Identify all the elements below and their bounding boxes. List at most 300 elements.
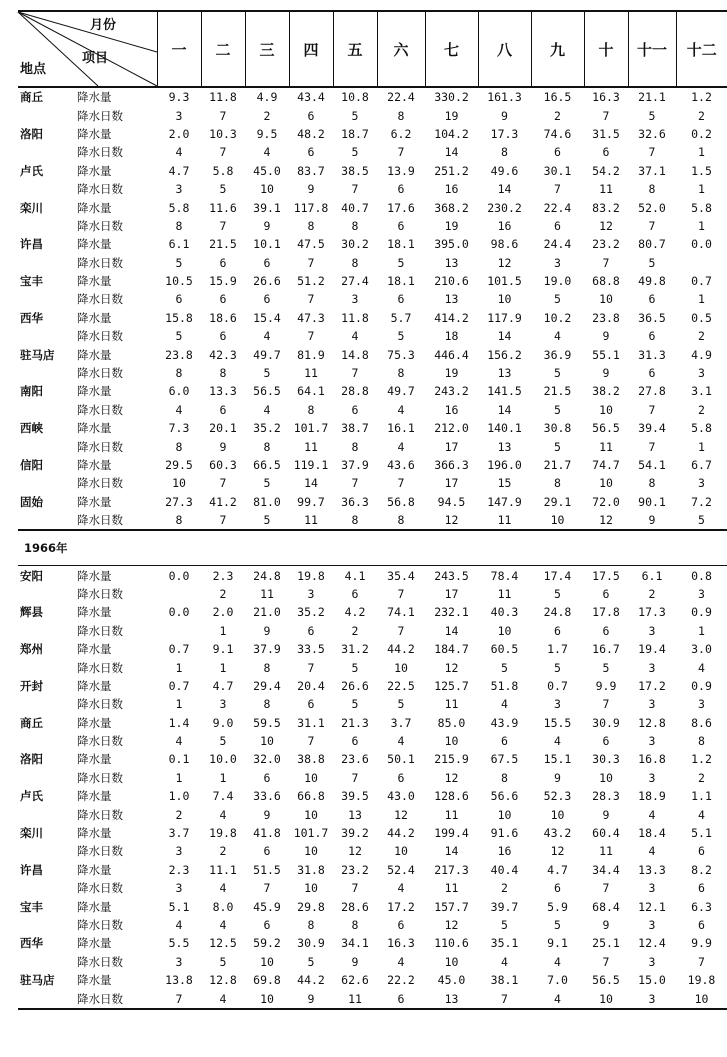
value-cell: 16: [444, 402, 459, 417]
value-cell: 52.3: [543, 789, 572, 804]
value-cell: 4.2: [344, 605, 366, 620]
value-cell: 37.1: [638, 163, 666, 178]
value-cell: 8: [307, 402, 315, 417]
location-name: [18, 327, 77, 345]
value-cell: 72.0: [592, 494, 620, 509]
value-cell: 7.4: [212, 789, 234, 804]
value-cell: 2.0: [212, 605, 234, 620]
month-header-2: 二: [201, 11, 245, 87]
value-cell: 16.8: [638, 752, 666, 767]
table-row: [18, 106, 727, 124]
value-cell: 4: [648, 844, 656, 859]
value-cell: 6.2: [390, 126, 412, 141]
header-row: [18, 11, 727, 87]
value-cell: 7: [648, 218, 656, 233]
value-cell: 27.8: [638, 384, 666, 399]
value-cell: 39.2: [341, 826, 369, 841]
value-cell: 368.2: [434, 200, 469, 215]
value-cell: 5.5: [168, 936, 190, 951]
value-cell: 6: [648, 329, 656, 344]
value-cell: 9: [307, 182, 315, 197]
value-cell: 14: [497, 402, 512, 417]
value-cell: 117.9: [487, 310, 522, 325]
value-cell: 366.3: [434, 458, 469, 472]
value-cell: 19: [444, 218, 459, 233]
value-cell: 6: [397, 770, 405, 785]
value-cell: 60.3: [209, 458, 237, 472]
value-cell: 7: [351, 770, 359, 785]
value-cell: 14: [444, 623, 459, 638]
value-cell: 6: [397, 182, 405, 197]
value-cell: 11.8: [209, 90, 237, 105]
value-cell: 52.0: [638, 200, 666, 215]
value-cell: 29.5: [165, 458, 193, 472]
value-cell: 157.7: [434, 899, 469, 914]
value-cell: 2: [175, 807, 183, 822]
value-cell: 35.4: [387, 568, 415, 583]
value-cell: 16.1: [387, 421, 415, 436]
value-cell: 2: [351, 623, 359, 638]
value-cell: 7: [351, 182, 359, 197]
value-cell: 43.2: [543, 826, 572, 841]
table-row: [18, 456, 727, 474]
value-cell: 9: [602, 807, 610, 822]
month-header-4: 四: [289, 11, 333, 87]
value-cell: [157, 585, 201, 603]
value-cell: 7: [351, 476, 359, 491]
value-cell: 16: [497, 218, 512, 233]
value-cell: 32.6: [638, 126, 666, 141]
value-cell: 141.5: [487, 384, 522, 399]
value-cell: 12: [444, 660, 459, 675]
value-cell: 4: [263, 329, 271, 344]
table-row: [18, 566, 727, 585]
value-cell: 5: [351, 145, 359, 160]
value-cell: 22.4: [387, 90, 415, 105]
value-cell: 7.3: [168, 421, 190, 436]
value-cell: 41.2: [209, 494, 237, 509]
value-cell: 2.0: [168, 126, 190, 141]
value-cell: 9.1: [212, 642, 234, 657]
value-cell: 31.8: [297, 862, 325, 877]
value-cell: 10: [599, 476, 613, 491]
value-cell: 6: [698, 917, 705, 932]
value-cell: 23.8: [592, 310, 620, 325]
value-cell: 217.3: [434, 862, 469, 877]
value-cell: 7: [478, 989, 531, 1008]
value-cell: 4: [501, 697, 508, 712]
table-row: [18, 989, 727, 1008]
value-cell: 18.1: [387, 237, 415, 252]
value-cell: 11.6: [209, 200, 237, 215]
value-cell: 1: [698, 439, 705, 454]
value-cell: 21.1: [638, 90, 666, 105]
value-cell: 56.5: [253, 384, 281, 399]
month-header-11: 十一: [628, 11, 676, 87]
value-cell: 10: [260, 954, 274, 969]
value-cell: 30.1: [543, 163, 572, 178]
item-name: 降水量: [77, 715, 112, 730]
value-cell: 2: [219, 586, 227, 601]
item-name: 降水量: [77, 494, 112, 509]
value-cell: 5: [219, 182, 227, 197]
value-cell: 13.3: [209, 384, 237, 399]
item-name: 降水量: [77, 347, 112, 362]
value-cell: 6: [554, 145, 561, 160]
value-cell: 101.5: [487, 274, 522, 289]
value-cell: 6: [351, 734, 359, 749]
location-name: 驻马店: [20, 973, 55, 988]
value-cell: 45.0: [253, 163, 281, 178]
value-cell: 3: [648, 770, 656, 785]
value-cell: 6: [263, 917, 271, 932]
value-cell: 156.2: [487, 347, 522, 362]
month-header-1: 一: [157, 11, 201, 87]
value-cell: 7.0: [547, 973, 568, 988]
item-name: 降水量: [77, 899, 112, 914]
value-cell: 6: [397, 917, 405, 932]
location-name: 郑州: [20, 642, 43, 657]
value-cell: 5: [351, 697, 359, 712]
value-cell: 51.5: [253, 862, 281, 877]
table-row: [18, 861, 727, 879]
table-row: [18, 345, 727, 363]
value-cell: 7: [219, 145, 227, 160]
location-name: 宝丰: [20, 274, 43, 289]
location-name: [18, 180, 77, 198]
value-cell: 54.2: [592, 163, 620, 178]
value-cell: 85.0: [437, 715, 466, 730]
value-cell: 7: [351, 366, 359, 381]
value-cell: 9.9: [691, 936, 712, 951]
value-cell: 0.7: [691, 274, 712, 289]
value-cell: 38.7: [341, 421, 369, 436]
value-cell: 8: [351, 439, 359, 454]
value-cell: 22.4: [543, 200, 572, 215]
value-cell: 9: [263, 218, 271, 233]
value-cell: 1: [698, 623, 705, 638]
value-cell: 4: [397, 881, 405, 896]
value-cell: 7: [602, 108, 610, 123]
value-cell: 215.9: [434, 752, 469, 767]
value-cell: 8.0: [212, 899, 234, 914]
value-cell: 59.2: [253, 936, 281, 951]
location-name: 栾川: [20, 826, 43, 841]
table-row: [18, 879, 727, 897]
location-name: [18, 143, 77, 161]
value-cell: 25.1: [592, 936, 620, 951]
value-cell: 10: [304, 881, 318, 896]
value-cell: 3.0: [691, 642, 712, 657]
value-cell: 11: [444, 881, 459, 896]
value-cell: 10: [172, 476, 186, 491]
value-cell: 7: [219, 108, 227, 123]
value-cell: 9.5: [256, 126, 278, 141]
value-cell: [676, 254, 727, 272]
value-cell: 395.0: [434, 237, 469, 252]
value-cell: 83.2: [592, 200, 620, 215]
value-cell: 15.8: [165, 310, 193, 325]
month-label: 月份: [90, 18, 117, 33]
value-cell: 9: [602, 917, 610, 932]
value-cell: 5.1: [168, 899, 190, 914]
location-name: [18, 401, 77, 419]
table-row: [18, 971, 727, 989]
value-cell: 7: [263, 881, 271, 896]
value-cell: 9: [219, 439, 227, 454]
value-cell: 28.3: [592, 789, 620, 804]
value-cell: 5: [219, 734, 227, 749]
value-cell: 4: [698, 660, 705, 675]
value-cell: 10: [304, 770, 318, 785]
value-cell: 0.9: [691, 605, 712, 620]
value-cell: 10.0: [209, 752, 237, 767]
value-cell: 1: [175, 660, 183, 675]
item-name: 降水量: [77, 678, 112, 693]
value-cell: 18.9: [638, 789, 666, 804]
value-cell: 414.2: [434, 310, 469, 325]
value-cell: 8: [648, 182, 656, 197]
value-cell: 3: [648, 697, 656, 712]
location-name: [18, 695, 77, 713]
value-cell: 15.9: [209, 274, 237, 289]
item-name: 降水量: [77, 200, 112, 215]
value-cell: 4.7: [168, 163, 190, 178]
value-cell: 68.8: [592, 274, 620, 289]
value-cell: 6: [307, 108, 315, 123]
location-name: [18, 989, 77, 1008]
value-cell: 56.6: [490, 789, 519, 804]
value-cell: 8: [263, 439, 271, 454]
value-cell: 38.1: [490, 973, 519, 988]
value-cell: 13: [497, 366, 512, 381]
table-row: [18, 916, 727, 934]
location-name: 辉县: [20, 605, 43, 620]
value-cell: 10.8: [341, 90, 369, 105]
value-cell: 7: [397, 145, 405, 160]
value-cell: 8: [648, 476, 656, 491]
value-cell: 4: [554, 329, 561, 344]
table-row: [18, 87, 727, 106]
table-row: [18, 217, 727, 235]
value-cell: 12: [394, 807, 408, 822]
value-cell: 18.7: [341, 126, 369, 141]
value-cell: 14: [497, 329, 512, 344]
value-cell: 7: [307, 660, 315, 675]
location-name: [18, 511, 77, 530]
location-name: [18, 769, 77, 787]
value-cell: 4: [263, 402, 271, 417]
location-name: [18, 916, 77, 934]
value-cell: 13.3: [638, 862, 666, 877]
value-cell: 39.5: [341, 789, 369, 804]
value-cell: 8: [397, 108, 405, 123]
value-cell: 9: [289, 989, 333, 1008]
value-cell: 8: [175, 366, 183, 381]
value-cell: 7: [648, 439, 656, 454]
value-cell: 34.4: [592, 862, 620, 877]
value-cell: 196.0: [487, 458, 522, 472]
value-cell: 6.3: [691, 899, 712, 914]
value-cell: 12: [599, 218, 613, 233]
value-cell: 5: [397, 697, 405, 712]
value-cell: 3.1: [691, 384, 712, 399]
item-name: 降水日数: [77, 844, 123, 859]
value-cell: 38.2: [592, 384, 620, 399]
value-cell: 6: [307, 145, 315, 160]
value-cell: 101.7: [293, 826, 329, 841]
item-name: 降水日数: [77, 734, 123, 749]
value-cell: 66.8: [297, 789, 325, 804]
value-cell: 19.4: [638, 642, 666, 657]
item-name: 降水日数: [77, 623, 123, 638]
value-cell: 8: [263, 660, 271, 675]
item-name: 降水量: [77, 310, 112, 325]
value-cell: 2: [698, 402, 705, 417]
value-cell: 40.3: [490, 605, 519, 620]
item-name: 降水日数: [77, 329, 123, 344]
value-cell: 12.8: [638, 715, 666, 730]
value-cell: 0.7: [547, 678, 568, 693]
value-cell: 3: [698, 697, 705, 712]
value-cell: 5: [501, 660, 508, 675]
value-cell: 4.7: [212, 678, 234, 693]
value-cell: 7: [648, 402, 656, 417]
value-cell: 5.8: [212, 163, 234, 178]
value-cell: 68.4: [592, 899, 620, 914]
value-cell: 8: [397, 513, 405, 528]
value-cell: 5: [554, 439, 561, 454]
value-cell: 0.0: [691, 237, 712, 252]
value-cell: 40.4: [490, 862, 519, 877]
value-cell: 37.9: [253, 642, 281, 657]
value-cell: 11: [304, 366, 318, 381]
value-cell: 11: [444, 697, 459, 712]
value-cell: 0.8: [691, 568, 712, 583]
value-cell: 1: [698, 182, 705, 197]
item-name: 降水日数: [77, 586, 123, 601]
value-cell: 52.4: [387, 862, 415, 877]
value-cell: 47.3: [297, 310, 325, 325]
item-name: 降水日数: [77, 292, 123, 307]
value-cell: 26.6: [253, 274, 281, 289]
location-name: 宝丰: [20, 899, 43, 914]
value-cell: 13.8: [165, 973, 193, 988]
value-cell: 4: [554, 954, 561, 969]
location-name: 卢氏: [20, 163, 43, 178]
table-row: [18, 198, 727, 216]
value-cell: 1.0: [168, 789, 190, 804]
value-cell: 54.1: [638, 458, 666, 472]
value-cell: 5: [263, 476, 271, 491]
value-cell: 23.6: [341, 752, 369, 767]
table-row: [18, 327, 727, 345]
value-cell: 6: [648, 366, 656, 381]
value-cell: 30.8: [543, 421, 572, 436]
value-cell: 6: [554, 623, 561, 638]
value-cell: 29.1: [543, 494, 572, 509]
value-cell: 74.6: [543, 126, 572, 141]
value-cell: 10: [394, 844, 408, 859]
table-row: [18, 824, 727, 842]
value-cell: 47.5: [297, 237, 325, 252]
value-cell: 16.3: [387, 936, 415, 951]
value-cell: 11: [260, 586, 274, 601]
value-cell: 30.2: [341, 237, 369, 252]
value-cell: 7: [397, 586, 405, 601]
value-cell: 9.9: [595, 678, 617, 693]
value-cell: 4.1: [344, 568, 366, 583]
value-cell: 6: [351, 586, 359, 601]
value-cell: 4: [175, 917, 183, 932]
table-row: [18, 180, 727, 198]
item-name: 降水日数: [77, 402, 123, 417]
table-row: [18, 769, 727, 787]
value-cell: 117.8: [293, 200, 329, 215]
value-cell: 7: [602, 697, 610, 712]
value-cell: 12: [348, 844, 362, 859]
value-cell: 11: [444, 807, 459, 822]
value-cell: 36.5: [638, 310, 666, 325]
value-cell: 6.1: [641, 568, 663, 583]
month-header-7: 七: [425, 11, 478, 87]
value-cell: 9: [602, 329, 610, 344]
item-name: 降水量: [77, 642, 112, 657]
value-cell: 5: [263, 366, 271, 381]
item-name: 降水日数: [77, 145, 123, 160]
value-cell: 78.4: [490, 568, 519, 583]
location-name: 洛阳: [20, 752, 43, 767]
value-cell: 10: [444, 734, 459, 749]
table-row: [18, 143, 727, 161]
table-row: [18, 732, 727, 750]
value-cell: 4: [397, 954, 405, 969]
value-cell: 18: [444, 329, 459, 344]
value-cell: 8: [219, 366, 227, 381]
value-cell: 21.5: [209, 237, 237, 252]
value-cell: 9.1: [547, 936, 568, 951]
value-cell: 12: [497, 255, 512, 270]
value-cell: 8: [351, 255, 359, 270]
value-cell: 7.2: [691, 494, 712, 509]
location-name: 西华: [20, 310, 43, 325]
value-cell: 5: [554, 366, 561, 381]
value-cell: 10: [599, 402, 613, 417]
item-name: 降水日数: [77, 989, 157, 1008]
value-cell: 7: [307, 255, 315, 270]
value-cell: 8: [554, 476, 561, 491]
location-name: [18, 658, 77, 676]
value-cell: 1: [219, 660, 227, 675]
value-cell: 28.8: [341, 384, 369, 399]
value-cell: 3: [628, 989, 676, 1008]
value-cell: 2: [554, 108, 561, 123]
value-cell: 17.6: [387, 200, 415, 215]
value-cell: [157, 622, 201, 640]
item-name: 降水日数: [77, 255, 123, 270]
value-cell: 13: [444, 255, 459, 270]
value-cell: 45.0: [437, 973, 466, 988]
value-cell: 33.6: [253, 789, 281, 804]
value-cell: 5: [554, 402, 561, 417]
value-cell: 1.2: [691, 90, 712, 105]
value-cell: 15: [497, 476, 512, 491]
value-cell: 11: [333, 989, 377, 1008]
item-name: 降水量: [77, 384, 112, 399]
value-cell: 49.6: [490, 163, 519, 178]
item-name: 降水量: [77, 752, 112, 767]
value-cell: 32.0: [253, 752, 281, 767]
